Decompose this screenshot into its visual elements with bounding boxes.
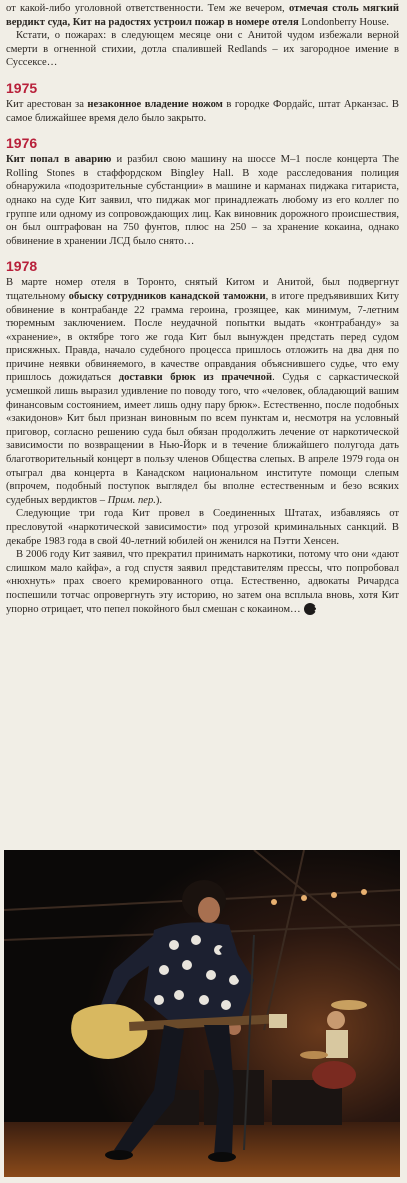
concert-photo: [4, 850, 400, 1177]
text-run: и разбил свою машину на шоссе М–1 после концерта The Rolling Stones в стаффордском Bingley Hall. В ходе расследования полиция обнаружила «подозрительные субстанции» в машине и карманах пиджака гитариста, однако на суде Кит заявил, что пиджак мог принадлежать любому из его коллег по группе или одному из сопровождающих лиц. Как виновник дорожного происшествия, он был оштрафован на 750 фунтов, плюс на 250 – за хранение кокаина, однако обвинение в хранении ЛСД было снято…: [6, 154, 399, 247]
concert-photo-illustration: [4, 850, 400, 1177]
three-years-paragraph: Следующие три года Кит провел в Соединенных Штатах, избавляясь от пресловутой «наркотической зависимости» под угрозой криминальных санкций. В декабре 1983 года в свой 40-летний юбилей он женился на Пэтти Хенсен.: [6, 508, 399, 547]
fire-paragraph: Кстати, о пожарах: в следующем месяце они с Анитой чудом избежали верной смерти в огненной стихии, дотла спалившей Redlands – их загородное имение в Суссексе…: [6, 30, 399, 69]
paragraph-2006: [6, 548, 399, 616]
year-heading-1975: 1975: [6, 79, 38, 96]
text-run: в городке Фордайс, штат Арканзас. В самое ближайшее время дело было закрыто.: [6, 98, 399, 124]
paragraph-1978: [6, 276, 399, 507]
text-run: , в итоге предъявивших Киту обвинение в контрабанде 22 грамма героина, грозящее, как минимум, 7-летним тюремным заключением. После неудачной попытки выдать «контрабанду» за «хранение», в октябре того же года Кит был вынужден предстать перед судом присяжных. Правда, начало судебного процесса пришлось отложить на два дня по причине неявки обвиняемого, в качестве оправдания объяснившего судье, что ему пришлось дожидаться: [6, 290, 400, 384]
stage-floor: [4, 1122, 400, 1177]
year-heading-1976: 1976: [6, 135, 38, 152]
text-run: ).: [155, 494, 163, 506]
year-heading-1978: 1978: [6, 258, 38, 275]
text-run: Кит арестован за: [6, 98, 88, 110]
text-run: Londonberry House.: [298, 16, 390, 28]
intro-paragraph: [6, 2, 399, 29]
bold-text: обыску сотрудников канадской таможни: [68, 290, 266, 302]
text-run: В марте номер отеля в Торонто, снятый Китом и Анитой, был подвергнут тщательному: [6, 277, 399, 302]
end-of-article-icon: ✕: [304, 603, 316, 615]
translator-note: Прим. пер.: [107, 494, 156, 506]
text-run: В 2006 году Кит заявил, что прекратил принимать наркотики, потому что они «дают слишком мало кайфа», а год спустя заявил представителям прессы, что попробовал «нюхнуть» прах своего кремированного отца. Естественно, адвокаты Ричардса поспешили тотчас опровергнуть эту историю, но затем она всплыла вновь, хотя Кит упорно отрицает, что пепел покойного был смешан с кокаином…: [6, 549, 399, 615]
paragraph-1975: [6, 98, 399, 125]
bold-text: Кит попал в аварию: [6, 154, 112, 166]
text-run: . Судья с саркастической усмешкой лишь выразил удивление по поводу того, что «человек, обладающий вашим финансовым состоянием, имеет лишь одну пару брюк». Естественно, после подобных «закидонов» Кит был признан виновным по всем пунктам и, несмотря на условный приговор, согласно решению суда был обязан продолжить лечение от наркотической зависимости по возвращении в Нью-Йорк и в течение ближайшего полугода дать благотворительный концерт в пользу членов Общества слепых. В апреле 1979 года он отыграл два концерта в Канадском национальном институте помощи слепым (впрочем, подобный поступок выглядел бы вполне естественным и безо всяких судебных вердиктов –: [6, 372, 399, 506]
paragraph-1976: [6, 153, 399, 248]
article-text: [6, 2, 399, 616]
bold-text: незаконное владение ножом: [87, 98, 223, 110]
bold-text: отмечая столь мягкий вердикт суда, Кит на радостях устроил пожар в номере отеля: [6, 3, 399, 28]
text-run: от какой-либо уголовной ответственности. Тем же вечером,: [6, 3, 289, 14]
bold-text: доставки брюк из прачечной: [118, 372, 273, 384]
